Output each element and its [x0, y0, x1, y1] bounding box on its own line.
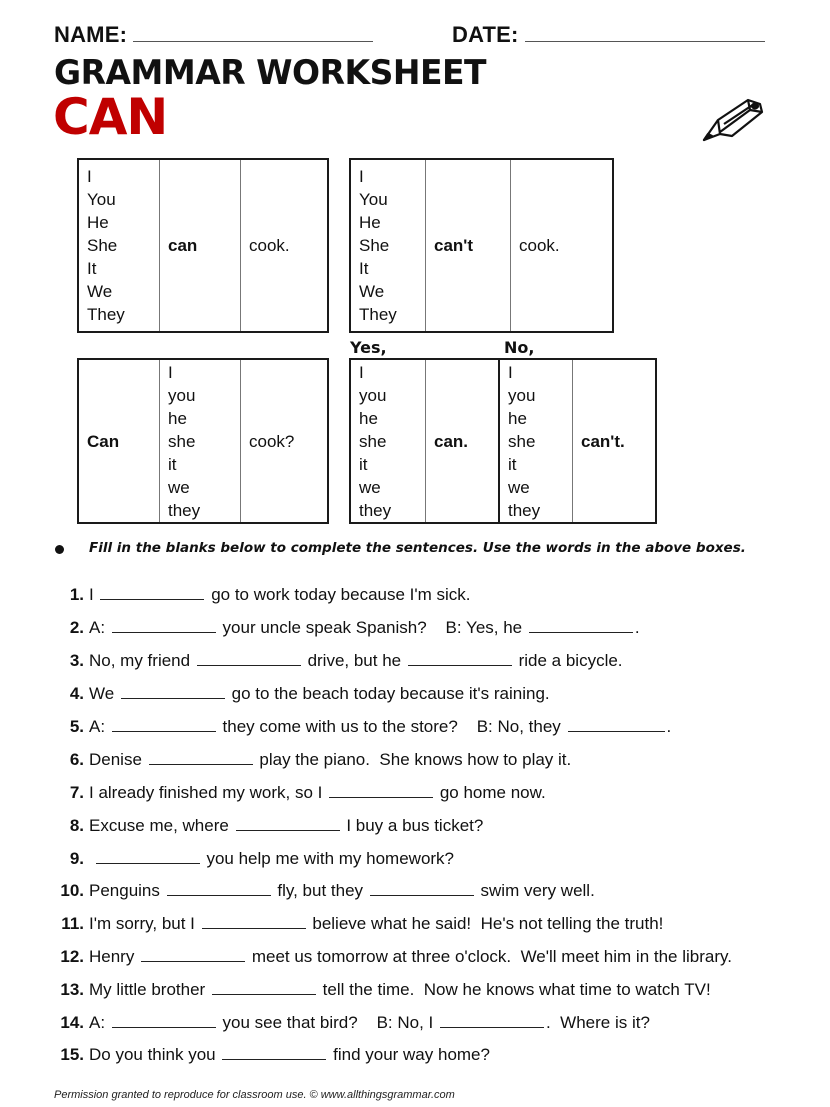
answer-blank[interactable]	[236, 816, 340, 831]
date-label: DATE:	[452, 22, 519, 47]
answer-blank[interactable]	[121, 684, 225, 699]
question-item: 4. We go to the beach today because it's raining.	[69, 684, 550, 703]
affirmative-table	[77, 158, 329, 333]
modal-cell: can	[160, 159, 241, 332]
verb-cell: cook.	[241, 159, 329, 332]
answer-blank[interactable]	[197, 651, 301, 666]
question-item: 10. Penguins fly, but they swim very well.	[60, 881, 595, 900]
question-item: 9. you help me with my homework?	[69, 849, 455, 868]
topic-title: CAN	[53, 88, 168, 146]
date-field[interactable]	[452, 22, 765, 48]
answer-blank[interactable]	[568, 717, 665, 732]
answer-blank[interactable]	[222, 1045, 326, 1060]
subject-list: I You He She It We They	[78, 159, 160, 332]
answer-blank[interactable]	[112, 618, 216, 633]
short-answer-table	[349, 358, 657, 524]
yes-subject-list: I you he she it we they	[350, 359, 426, 523]
pencil-icon	[700, 94, 766, 146]
answer-blank[interactable]	[141, 947, 245, 962]
answer-blank[interactable]	[112, 1013, 216, 1028]
question-item: 7. I already finished my work, so I go home now.	[69, 783, 546, 802]
question-item: 12. Henry meet us tomorrow at three o'clock. We'll meet him in the library.	[60, 947, 732, 966]
footer-permission: Permission granted to reproduce for classroom use. © www.allthingsgrammar.com	[54, 1089, 455, 1101]
answer-blank[interactable]	[112, 717, 216, 732]
instructions: Fill in the blanks below to complete the sentences. Use the words in the above boxes.	[89, 540, 746, 556]
question-item: 5. A: they come with us to the store? B: No, they .	[69, 717, 672, 736]
question-table	[77, 358, 329, 524]
name-label: NAME:	[54, 22, 128, 47]
verb-cell: cook.	[511, 159, 614, 332]
subject-list: I you he she it we they	[160, 359, 241, 523]
answer-blank[interactable]	[370, 881, 474, 896]
no-verb-cell: can't.	[573, 359, 657, 523]
answer-blank[interactable]	[202, 914, 306, 929]
question-item: 15. Do you think you find your way home?	[60, 1045, 490, 1064]
date-blank[interactable]	[525, 23, 765, 42]
answer-blank[interactable]	[100, 585, 204, 600]
yes-label: Yes,	[350, 338, 387, 357]
name-blank[interactable]	[133, 23, 373, 42]
modal-cell: can't	[426, 159, 511, 332]
answer-blank[interactable]	[96, 849, 200, 864]
negative-table	[349, 158, 614, 333]
answer-blank[interactable]	[212, 980, 316, 995]
answer-blank[interactable]	[408, 651, 512, 666]
subject-list: I You He She It We They	[350, 159, 426, 332]
question-item: 11. I'm sorry, but I believe what he said! He's not telling the truth!	[61, 914, 664, 933]
question-item: 13. My little brother tell the time. Now he knows what time to watch TV!	[60, 980, 711, 999]
bullet-icon	[55, 545, 64, 554]
question-item: 8. Excuse me, where I buy a bus ticket?	[69, 816, 484, 835]
yes-verb-cell: can.	[426, 359, 500, 523]
question-item: 1. I go to work today because I'm sick.	[69, 585, 471, 604]
answer-blank[interactable]	[529, 618, 633, 633]
no-label: No,	[504, 338, 535, 357]
worksheet-title: GRAMMAR WORKSHEET	[54, 53, 487, 93]
answer-blank[interactable]	[440, 1013, 544, 1028]
answer-blank[interactable]	[149, 750, 253, 765]
name-field[interactable]	[54, 22, 373, 48]
no-subject-list: I you he she it we they	[499, 359, 573, 523]
question-item: 2. A: your uncle speak Spanish? B: Yes, he .	[69, 618, 640, 637]
answer-blank[interactable]	[167, 881, 271, 896]
question-item: 6. Denise play the piano. She knows how to play it.	[69, 750, 572, 769]
verb-cell: cook?	[241, 359, 329, 523]
answer-blank[interactable]	[329, 783, 433, 798]
question-item: 14. A: you see that bird? B: No, I . Where is it?	[60, 1013, 650, 1032]
question-item: 3. No, my friend drive, but he ride a bicycle.	[69, 651, 623, 670]
aux-cell: Can	[78, 359, 160, 523]
